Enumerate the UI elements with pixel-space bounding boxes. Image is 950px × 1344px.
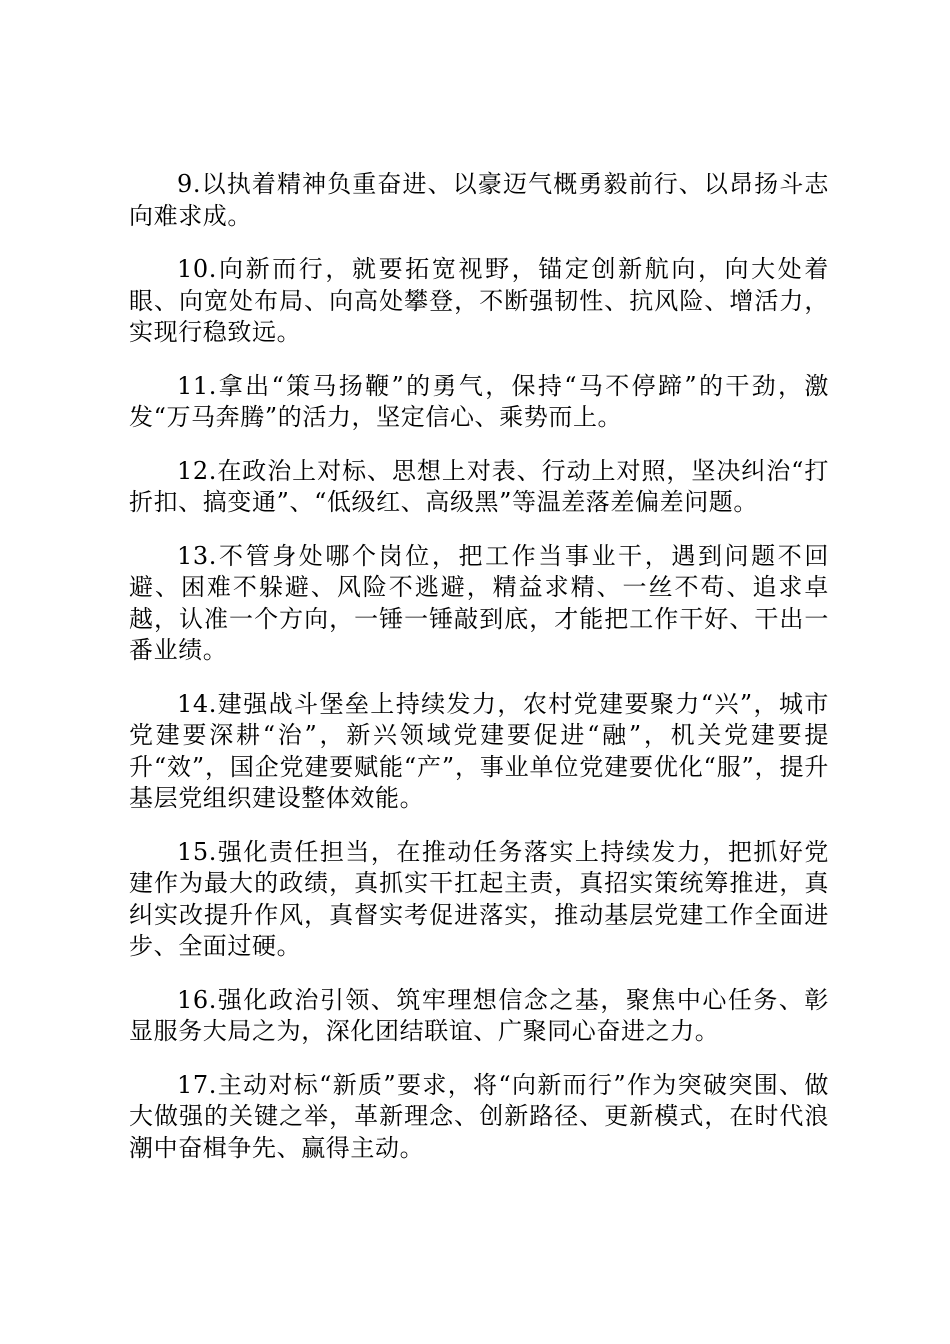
paragraph-9: 9.以执着精神负重奋进、以豪迈气概勇毅前行、以昂扬斗志向难求成。 [129,170,829,230]
paragraph-16: 16.强化政治引领、筑牢理想信念之基，聚焦中心任务、彰显服务大局之为，深化团结联谊、广聚同心奋进之力。 [129,985,829,1045]
paragraph-12: 12.在政治上对标、思想上对表、行动上对照，坚决纠治“打折扣、搞变通”、“低级红、高级黑”等温差落差偏差问题。 [129,456,829,516]
paragraph-15: 15.强化责任担当，在推动任务落实上持续发力，把抓好党建作为最大的政绩，真抓实干扛起主责，真招实策统筹推进，真纠实改提升作风，真督实考促进落实，推动基层党建工作全面进步、全面过硬。 [129,837,829,960]
paragraph-11: 11.拿出“策马扬鞭”的勇气，保持“马不停蹄”的干劲，激发“万马奔腾”的活力，坚定信心、乘势而上。 [129,371,829,431]
paragraph-17: 17.主动对标“新质”要求，将“向新而行”作为突破突围、做大做强的关键之举，革新理念、创新路径、更新模式，在时代浪潮中奋楫争先、赢得主动。 [129,1070,829,1162]
paragraph-10: 10.向新而行，就要拓宽视野，锚定创新航向，向大处着眼、向宽处布局、向高处攀登，不断强韧性、抗风险、增活力，实现行稳致远。 [129,255,829,346]
paragraph-13: 13.不管身处哪个岗位，把工作当事业干，遇到问题不回避、困难不躲避、风险不逃避，精益求精、一丝不苟、追求卓越，认准一个方向，一锤一锤敲到底，才能把工作干好、干出一番业绩。 [129,541,829,664]
paragraph-14: 14.建强战斗堡垒上持续发力，农村党建要聚力“兴”，城市党建要深耕“治”，新兴领域党建要促进“融”，机关党建要提升“效”，国企党建要赋能“产”，事业单位党建要优化“服”，提升基层党组织建设整体效能。 [129,689,829,812]
document-body [129,169,829,1186]
